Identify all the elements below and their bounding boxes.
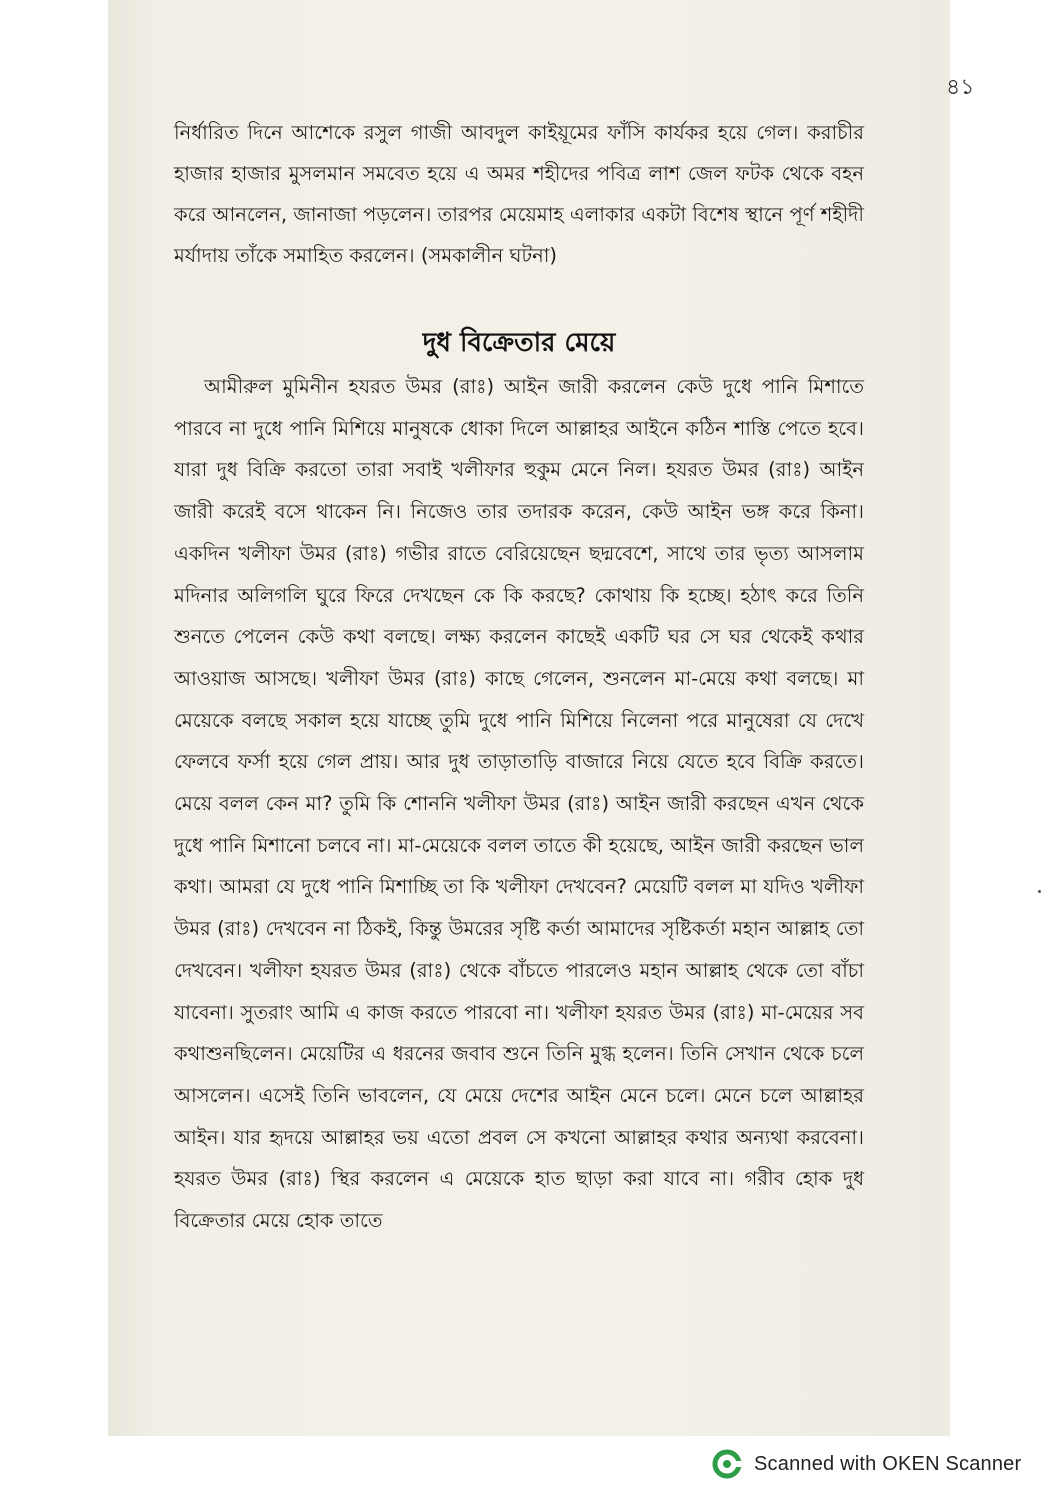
scan-speck bbox=[1038, 890, 1041, 893]
source-note: (সমকালীন ঘটনা) bbox=[420, 244, 557, 267]
scanner-watermark-text: Scanned with OKEN Scanner bbox=[754, 1452, 1022, 1475]
scanner-watermark bbox=[712, 1446, 1021, 1482]
chapter-heading: দুধ বিক্রেতার মেয়ে bbox=[422, 328, 616, 358]
story-paragraph-block bbox=[174, 366, 864, 1242]
oken-scanner-logo-icon bbox=[712, 1449, 742, 1479]
story-paragraph: আমীরুল মুমিনীন হযরত উমর (রাঃ) আইন জারী করলেন কেউ দুধে পানি মিশাতে পারবে না দুধে পানি মিশিয়ে মানুষকে ধোকা দিলে আল্লাহর আইনে কঠিন শাস্তি পেতে হবে। যারা দুধ বিক্রি করতো তারা সবাই খলীফার হুকুম মেনে নিল। হযরত উমর (রাঃ) আইন জারী করেই বসে থাকেন নি। নিজেও তার তদারক করেন, কেউ আইন ভঙ্গ করে কিনা। একদিন খলীফা উমর (রাঃ) গভীর রাতে বেরিয়েছেন ছদ্মবেশে, সাথে তার ভৃত্য আসলাম মদিনার অলিগলি ঘুরে ফিরে দেখছেন কে কি করছে? কোথায় কি হচ্ছে। হঠাৎ করে তিনি শুনতে পেলেন কেউ কথা বলছে। লক্ষ্য করলেন কাছেই একটি ঘর সে ঘর থেকেই কথার আওয়াজ আসছে। খলীফা উমর (রাঃ) কাছে গেলেন, শুনলেন মা-মেয়ে কথা বলছে। মা মেয়েকে বলছে সকাল হয়ে যাচ্ছে তুমি দুধে পানি মিশিয়ে নিলেনা পরে মানুষেরা যে দেখে ফেলবে ফর্সা হয়ে গেল প্রায়। আর দুধ তাড়াতাড়ি বাজারে নিয়ে যেতে হবে বিক্রি করতে। মেয়ে বলল কেন মা? তুমি কি শোননি খলীফা উমর (রাঃ) আইন জারী করছেন এখন থেকে দুধে পানি মিশানো চলবে না। মা-মেয়েকে বলল তাতে কী হয়েছে, আইন জারী করছেন ভাল কথা। আমরা যে দুধে পানি মিশাচ্ছি তা কি খলীফা দেখবেন? মেয়েটি বলল মা যদিও খলীফা উমর (রাঃ) দেখবেন না ঠিকই, কিন্তু উমরের সৃষ্টি কর্তা আমাদের সৃষ্টিকর্তা মহান আল্লাহ তো দেখবেন। খলীফা হযরত উমর (রাঃ) থেকে বাঁচতে পারলেও মহান আল্লাহ থেকে তো বাঁচা যাবেনা। সুতরাং আমি এ কাজ করতে পারবো না। খলীফা হযরত উমর (রাঃ) মা-মেয়ের সব কথাশুনছিলেন। মেয়েটির এ ধরনের জবাব শুনে তিনি মুগ্ধ হলেন। তিনি সেখান থেকে চলে আসলেন। এসেই তিনি ভাবলেন, যে মেয়ে দেশের আইন মেনে চলে। মেনে চলে আল্লাহর আইন। যার হৃদয়ে আল্লাহর ভয় এতো প্রবল সে কখনো আল্লাহর কথার অন্যথা করবেনা। হযরত উমর (রাঃ) স্থির করলেন এ মেয়েকে হাত ছাড়া করা যাবে না। গরীব হোক দুধ বিক্রেতার মেয়ে হোক তাতে bbox=[174, 375, 864, 1233]
opening-paragraph-block bbox=[174, 112, 864, 276]
page-number: ৪১ bbox=[946, 75, 975, 100]
opening-paragraph: নির্ধারিত দিনে আশেকে রসুল গাজী আবদুল কাইয়ূমের ফাঁসি কার্যকর হয়ে গেল। করাচীর হাজার হাজার মুসলমান সমবেত হয়ে এ অমর শহীদের পবিত্র লাশ জেল ফটক থেকে বহন করে আনলেন, জানাজা পড়লেন। তারপর মেয়েমাহ এলাকার একটা বিশেষ স্থানে পূর্ণ শহীদী মর্যাদায় তাঁকে সমাহিত করলেন। bbox=[174, 121, 864, 267]
